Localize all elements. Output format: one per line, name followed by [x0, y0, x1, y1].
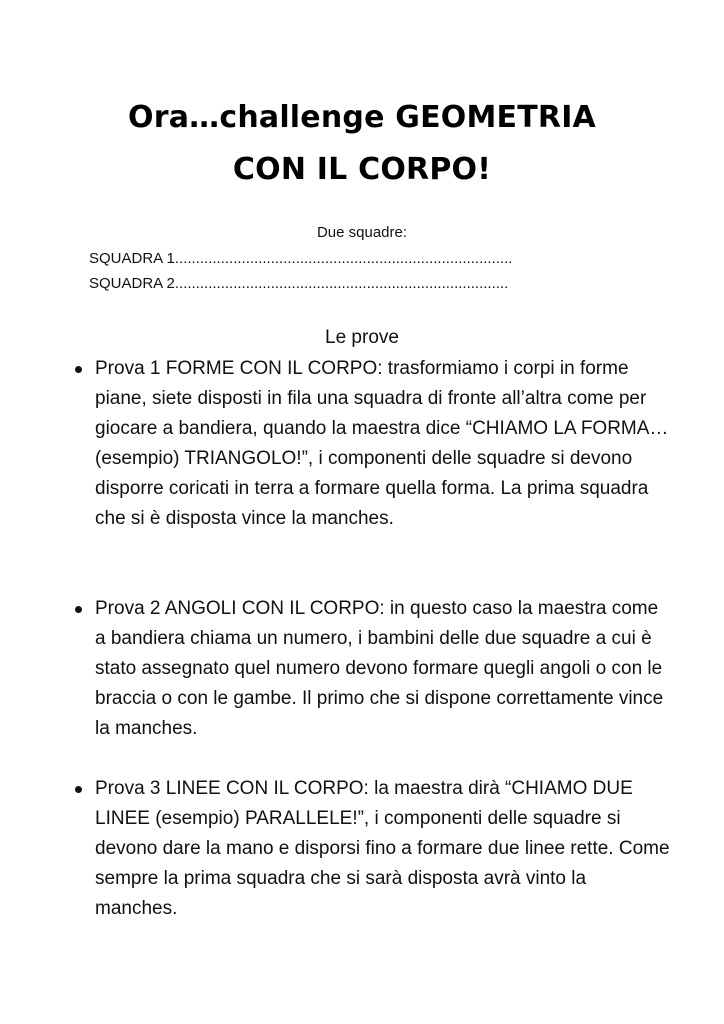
teams-intro: Due squadre:: [316, 224, 408, 241]
list-item-prova-1: [95, 354, 670, 534]
bullet-icon: [75, 786, 82, 793]
team-1-line: SQUADRA 1.................................................................................: [89, 250, 513, 267]
list-item-prova-3: [95, 774, 670, 924]
list-item-prova-2: [95, 594, 670, 744]
bullet-icon: [75, 366, 82, 373]
title-line-2: CON IL CORPO!: [232, 152, 492, 187]
title-line-1: Ora…challenge GEOMETRIA: [128, 100, 596, 135]
prova-1-text: Prova 1 FORME CON IL CORPO: trasformiamo i corpi in forme piane, siete disposti in fila una squadra di fronte all’altra come per giocare a bandiera, quando la maestra dice “CHIAMO LA FORMA…(esempio) TRIANGOLO!”, i componenti delle squadre si devono disporre coricati in terra a formare quella forma. La prima squadra che si è disposta vince la manches.: [95, 358, 669, 529]
prova-3-text: Prova 3 LINEE CON IL CORPO: la maestra dirà “CHIAMO DUE LINEE (esempio) PARALLELE!”, i componenti delle squadre si devono dare la mano e disporsi fino a formare due linee rette. Come sempre la prima squadra che si sarà disposta avrà vinto la manches.: [95, 778, 670, 919]
team-2-line: SQUADRA 2................................................................................: [89, 275, 509, 292]
section-title: Le prove: [325, 327, 399, 348]
bullet-icon: [75, 606, 82, 613]
page-title: [0, 92, 724, 196]
prova-2-text: Prova 2 ANGOLI CON IL CORPO: in questo caso la maestra come a bandiera chiama un numero, i bambini delle due squadre a cui è stato assegnato quel numero devono formare quegli angoli o con le braccia o con le gambe. Il primo che si dispone correttamente vince la manches.: [95, 598, 664, 739]
